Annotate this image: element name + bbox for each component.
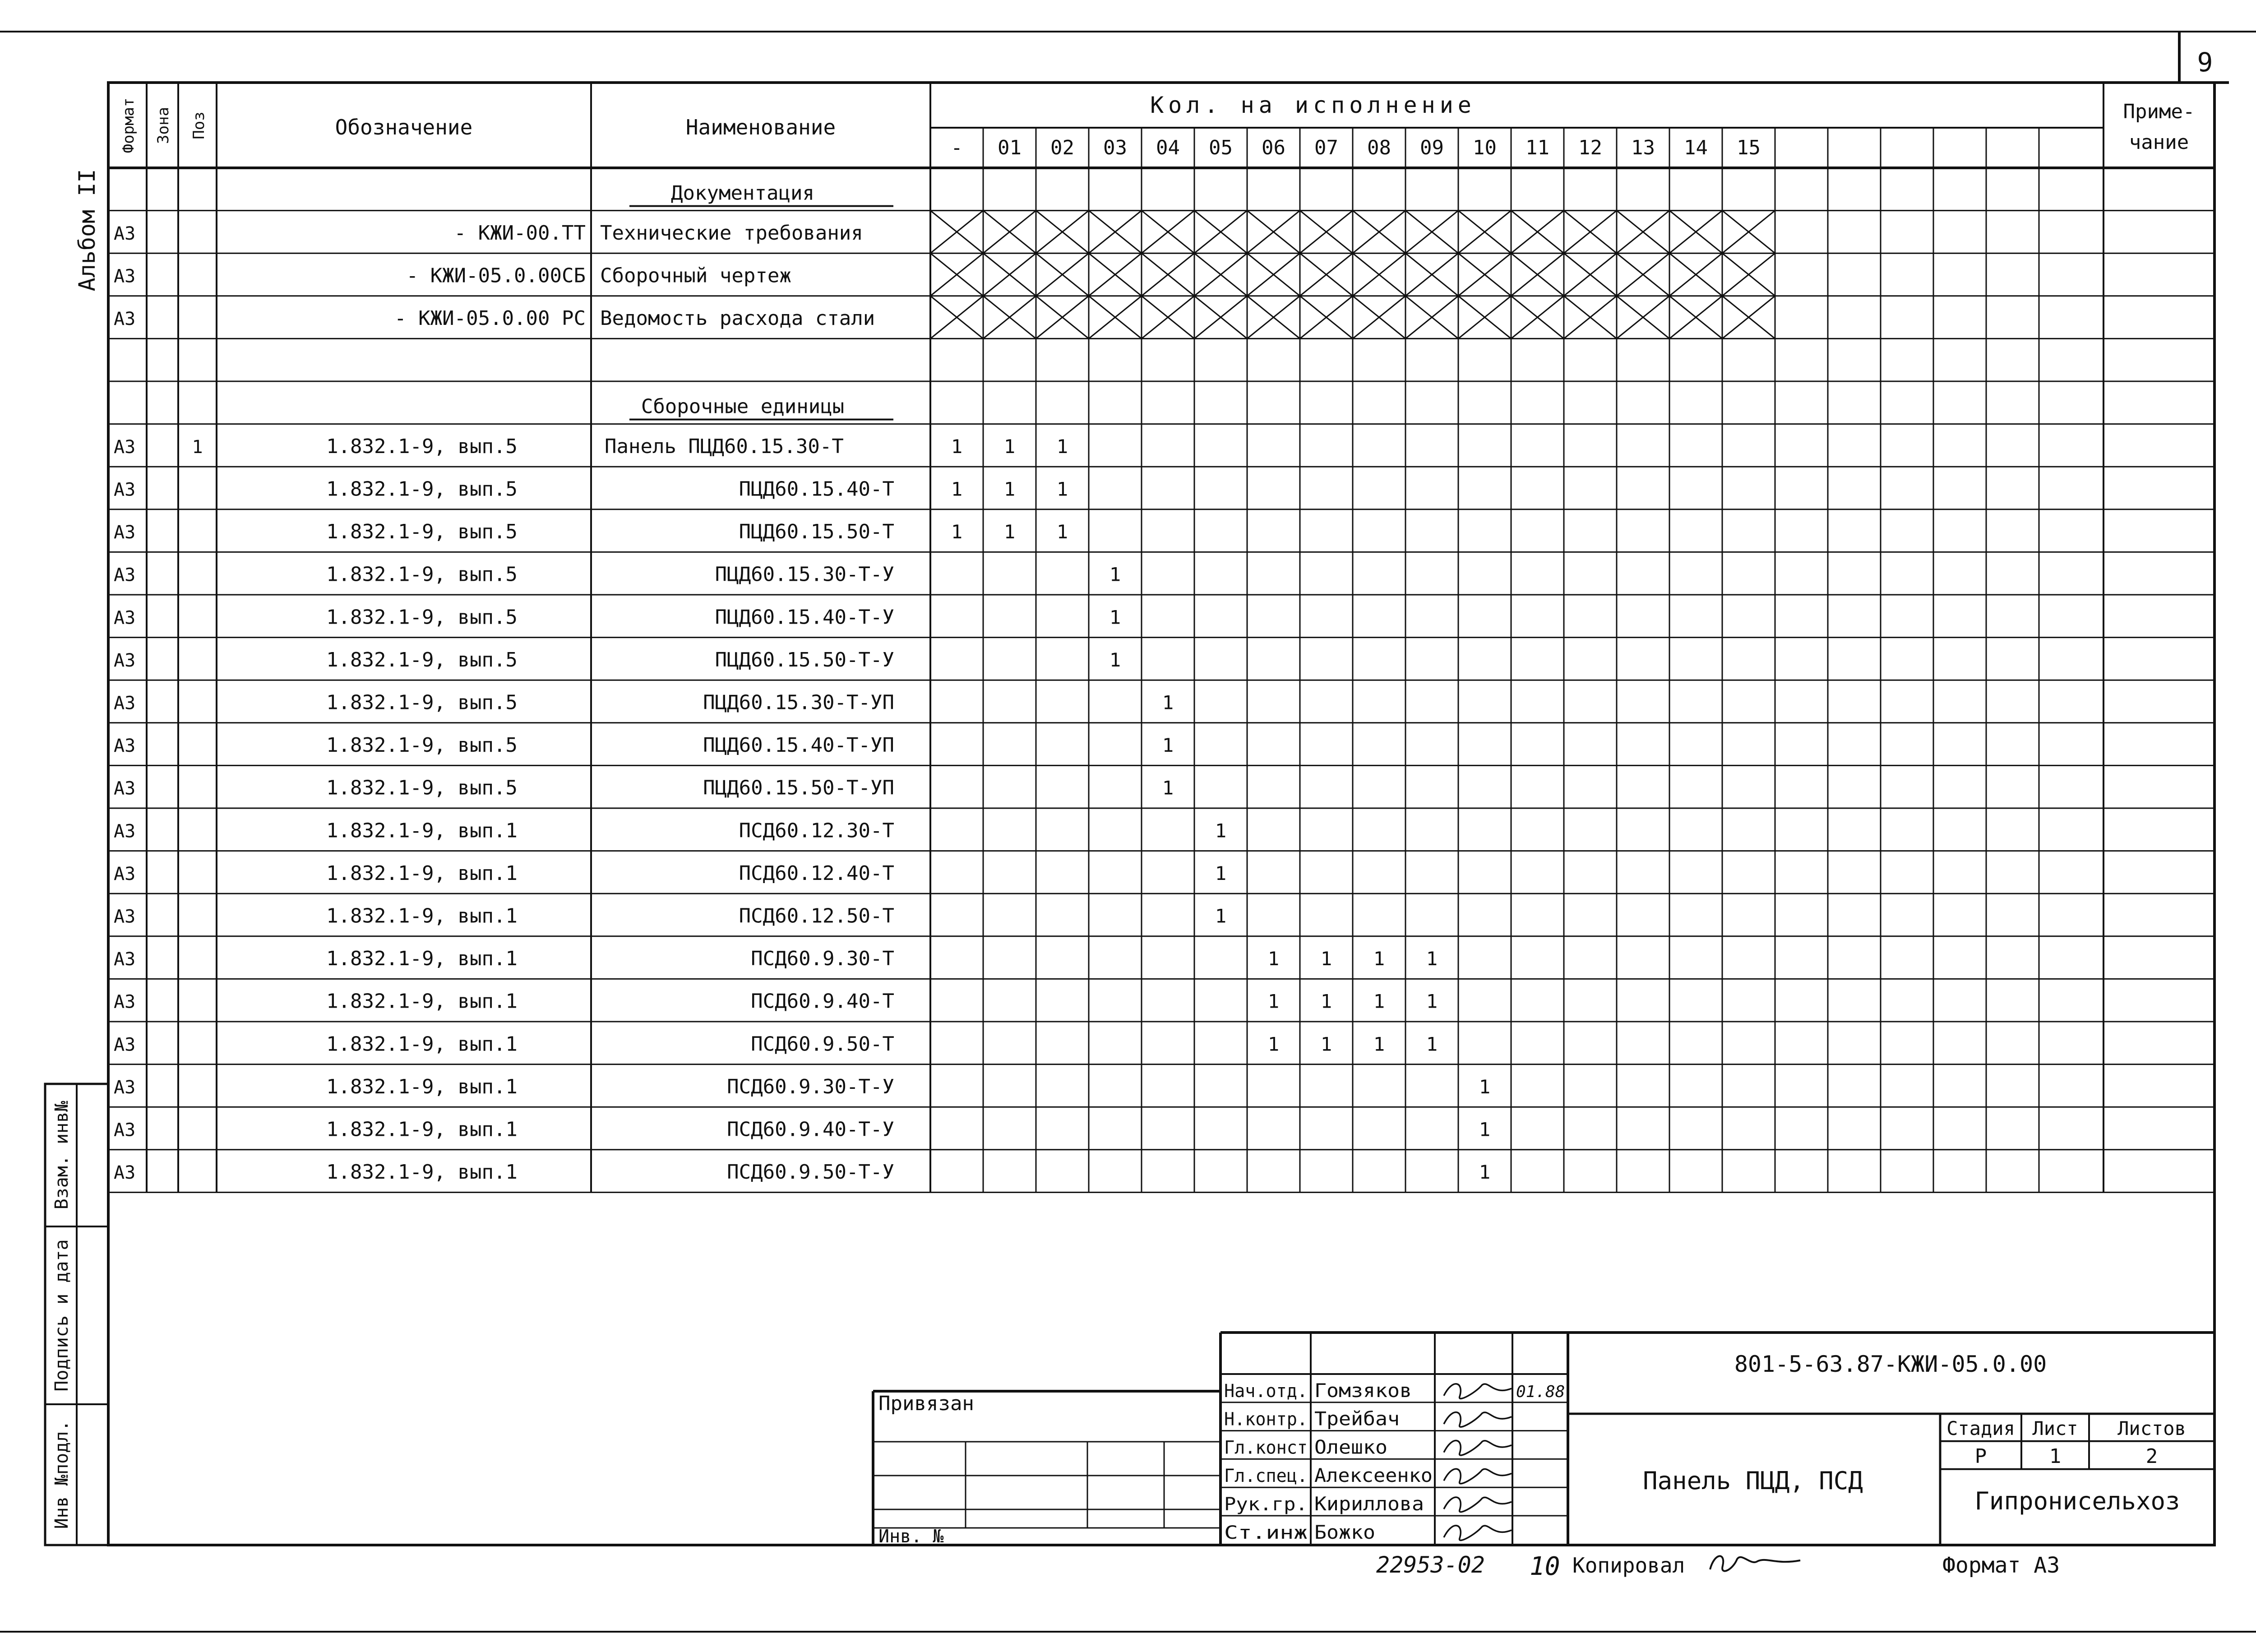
role-name: Гомзяков	[1314, 1379, 1412, 1402]
sheet-number: 9	[2197, 47, 2213, 78]
section-documentation: Документация	[671, 181, 814, 205]
col-header-designation: Обозначение	[335, 115, 473, 139]
row-designation: 1.832.1-9, вып.5	[326, 734, 518, 757]
row-name: ПСД60.9.40-Т-У	[727, 1118, 894, 1141]
document-row	[114, 253, 1775, 296]
stage-label: Стадия	[1946, 1417, 2015, 1439]
qty-value: 1	[1479, 1075, 1491, 1098]
row-format: А3	[114, 1120, 136, 1141]
row-format: А3	[114, 436, 136, 458]
variant-header: 15	[1737, 136, 1761, 159]
part-row	[114, 862, 1226, 885]
role-label: Н.контр.	[1224, 1409, 1308, 1430]
inv-label: Инв. №	[878, 1526, 944, 1547]
row-name: ПСД60.9.50-Т	[751, 1032, 894, 1056]
variant-header: 07	[1314, 136, 1338, 159]
variant-header: 05	[1209, 136, 1233, 159]
row-format: А3	[114, 821, 136, 842]
sheets-value: 2	[2145, 1444, 2158, 1468]
variant-header: 03	[1103, 136, 1127, 159]
part-row	[114, 990, 1438, 1013]
main-frame	[108, 83, 2214, 1545]
signature-row	[1224, 1464, 1512, 1486]
section-assemblies: Сборочные единицы	[641, 395, 845, 418]
qty-value: 1	[1162, 734, 1174, 757]
handwritten-signature	[1444, 1469, 1512, 1484]
row-designation: 1.832.1-9, вып.1	[326, 990, 518, 1013]
album-label: Альбом II	[74, 169, 100, 292]
format-label: Формат А3	[1942, 1553, 2060, 1578]
part-row	[114, 563, 1121, 586]
handwritten-signature	[1444, 1497, 1512, 1512]
bound-label: Привязан	[878, 1392, 974, 1415]
row-name: ПЦД60.15.40-Т	[739, 477, 894, 501]
specification-table	[108, 83, 2214, 1192]
part-row	[114, 1032, 1438, 1055]
row-format: А3	[114, 1034, 136, 1055]
drawing-title: Панель ПЦД, ПСД	[1643, 1467, 1863, 1495]
row-name: ПЦД60.15.50-Т-УП	[703, 776, 894, 800]
col-header-note-2: чание	[2129, 131, 2189, 154]
part-row	[114, 691, 1174, 714]
col-header-pos: Поз	[190, 111, 208, 139]
row-format: А3	[114, 223, 136, 244]
part-row	[114, 905, 1226, 928]
part-row	[114, 777, 1174, 800]
row-designation: 1.832.1-9, вып.5	[326, 435, 518, 458]
qty-value: 1	[1162, 777, 1174, 799]
role-label: Гл.спец.	[1224, 1466, 1308, 1487]
qty-value: 1	[1479, 1161, 1491, 1184]
row-name: ПСД60.12.50-Т	[739, 904, 894, 928]
row-pos: 1	[192, 436, 203, 458]
row-format: А3	[114, 607, 136, 629]
row-format: А3	[114, 565, 136, 586]
variant-header: 13	[1631, 136, 1655, 159]
row-format: А3	[114, 650, 136, 671]
qty-value: 1	[1003, 521, 1016, 543]
row-format: А3	[114, 522, 136, 543]
row-designation: 1.832.1-9, вып.1	[326, 904, 518, 928]
role-date: 01.88	[1516, 1382, 1565, 1401]
row-designation: 1.832.1-9, вып.5	[326, 606, 518, 629]
row-name: ПЦД60.15.50-Т	[739, 520, 894, 544]
copier-signature	[1710, 1556, 1800, 1571]
row-name: ПЦД60.15.30-Т-УП	[703, 691, 894, 714]
qty-value: 1	[1109, 648, 1121, 671]
part-row	[114, 648, 1121, 671]
qty-value: 1	[1056, 521, 1068, 543]
variant-header: 04	[1156, 136, 1180, 159]
row-designation: 1.832.1-9, вып.1	[326, 1161, 518, 1184]
row-name: Панель ПЦД60.15.30-Т	[605, 435, 844, 458]
sheet-value: 1	[2049, 1444, 2062, 1468]
qty-value: 1	[1109, 563, 1121, 586]
row-format: А3	[114, 778, 136, 799]
footer	[1376, 1552, 2060, 1581]
row-name: ПСД60.9.40-Т	[751, 990, 894, 1013]
part-row	[114, 734, 1174, 757]
row-name: ПЦД60.15.40-Т-УП	[703, 734, 894, 757]
signature-row	[1224, 1521, 1512, 1543]
qty-value: 1	[1162, 691, 1174, 714]
part-row	[114, 947, 1438, 970]
qty-value: 1	[1056, 435, 1068, 458]
row-designation: - КЖИ-05.0.00 РС	[394, 307, 586, 330]
row-name: ПЦД60.15.30-Т-У	[715, 563, 894, 586]
order-number: 22953-02	[1376, 1552, 1485, 1578]
qty-value: 1	[1320, 990, 1332, 1013]
row-name: Ведомость расхода стали	[600, 307, 875, 330]
qty-value: 1	[951, 435, 963, 458]
row-designation: - КЖИ-00.ТТ	[454, 221, 586, 245]
signature-row	[1224, 1408, 1512, 1430]
row-designation: 1.832.1-9, вып.1	[326, 819, 518, 842]
qty-value: 1	[1320, 1033, 1332, 1055]
row-format: А3	[114, 479, 136, 500]
row-format: А3	[114, 949, 136, 970]
row-name: ПСД60.9.30-Т-У	[727, 1075, 894, 1098]
row-name: ПСД60.9.30-Т	[751, 947, 894, 971]
qty-value: 1	[1373, 948, 1385, 970]
signature-row	[1224, 1493, 1512, 1515]
document-row	[114, 296, 1775, 339]
qty-value: 1	[1003, 478, 1016, 500]
qty-value: 1	[1215, 862, 1227, 884]
qty-value: 1	[1479, 1118, 1491, 1141]
handwritten-signature	[1444, 1384, 1512, 1399]
part-row	[114, 1118, 1490, 1141]
role-label: Ст.инж	[1224, 1522, 1308, 1543]
row-format: А3	[114, 863, 136, 884]
role-name: Кириллова	[1314, 1493, 1424, 1515]
part-row	[114, 606, 1121, 629]
signature-row	[1224, 1436, 1512, 1458]
sheet-number-box	[2179, 32, 2229, 83]
qty-value: 1	[1056, 478, 1068, 500]
qty-value: 1	[1373, 1033, 1385, 1055]
part-row	[114, 819, 1226, 842]
handwritten-signature	[1444, 1526, 1512, 1541]
row-designation: 1.832.1-9, вып.5	[326, 477, 518, 501]
role-name: Алексеенко	[1314, 1464, 1433, 1487]
row-designation: 1.832.1-9, вып.1	[326, 1075, 518, 1098]
side-stamps	[45, 1084, 108, 1545]
qty-value: 1	[1267, 948, 1280, 970]
handwritten-signature	[1444, 1440, 1512, 1455]
qty-value: 1	[1003, 435, 1016, 458]
row-name: ПСД60.12.40-Т	[739, 861, 894, 885]
sheets-label: Листов	[2117, 1417, 2186, 1439]
col-header-note-1: Приме-	[2123, 100, 2195, 123]
row-name: ПЦД60.15.50-Т-У	[715, 648, 894, 671]
order-suffix: 10	[1530, 1552, 1560, 1581]
row-designation: 1.832.1-9, вып.1	[326, 947, 518, 971]
variant-header: 10	[1473, 136, 1497, 159]
row-format: А3	[114, 693, 136, 714]
role-name: Олешко	[1314, 1436, 1387, 1458]
stamp-zam-inv: Взам. инв№	[51, 1101, 72, 1210]
handwritten-signature	[1444, 1412, 1512, 1427]
qty-value: 1	[1215, 905, 1227, 927]
qty-value: 1	[1267, 990, 1280, 1013]
row-designation: 1.832.1-9, вып.5	[326, 691, 518, 714]
qty-value: 1	[1426, 1033, 1438, 1055]
row-name: ПСД60.9.50-Т-У	[727, 1161, 894, 1184]
stamp-signature-date: Подпись и дата	[51, 1239, 72, 1392]
qty-value: 1	[951, 521, 963, 543]
copied-label: Копировал	[1572, 1553, 1685, 1578]
sheet-label: Лист	[2032, 1417, 2078, 1439]
qty-value: 1	[1215, 819, 1227, 842]
variant-header: 02	[1050, 136, 1074, 159]
role-name: Трейбач	[1314, 1407, 1400, 1430]
qty-value: 1	[1373, 990, 1385, 1013]
part-row	[114, 1075, 1490, 1098]
col-header-name: Наименование	[685, 115, 836, 139]
col-header-zone: Зона	[154, 107, 172, 144]
row-designation: 1.832.1-9, вып.1	[326, 1032, 518, 1056]
qty-value: 1	[1426, 948, 1438, 970]
col-header-qty: Кол. на исполнение	[1150, 92, 1476, 118]
row-designation: 1.832.1-9, вып.5	[326, 648, 518, 671]
role-name: Божко	[1314, 1521, 1375, 1543]
qty-value: 1	[951, 478, 963, 500]
row-format: А3	[114, 1162, 136, 1184]
organization-name: Гипронисельхоз	[1974, 1487, 2180, 1515]
row-name: Технические требования	[600, 221, 863, 245]
signature-row	[1224, 1379, 1565, 1402]
col-header-format: Формат	[120, 97, 138, 153]
qty-value: 1	[1426, 990, 1438, 1013]
row-format: А3	[114, 991, 136, 1013]
variant-header: 08	[1367, 136, 1391, 159]
variant-header: 14	[1684, 136, 1708, 159]
row-format: А3	[114, 736, 136, 757]
row-designation: 1.832.1-9, вып.1	[326, 861, 518, 885]
variant-header: 12	[1578, 136, 1602, 159]
variant-header: 11	[1526, 136, 1549, 159]
qty-value: 1	[1109, 606, 1121, 629]
title-block	[873, 1333, 2214, 1547]
row-designation: - КЖИ-05.0.00СБ	[406, 264, 586, 287]
row-designation: 1.832.1-9, вып.5	[326, 563, 518, 586]
row-format: А3	[114, 906, 136, 927]
row-format: А3	[114, 1077, 136, 1098]
document-row	[114, 211, 1775, 254]
qty-value: 1	[1320, 948, 1332, 970]
doc-code: 801-5-63.87-КЖИ-05.0.00	[1734, 1351, 2047, 1377]
role-label: Нач.отд.	[1224, 1380, 1308, 1402]
row-designation: 1.832.1-9, вып.5	[326, 520, 518, 544]
variant-header: 06	[1262, 136, 1285, 159]
stamp-inv-podl: Инв №подл.	[51, 1420, 72, 1529]
qty-value: 1	[1267, 1033, 1280, 1055]
part-row	[114, 1161, 1490, 1184]
row-format: А3	[114, 309, 136, 330]
variant-header: 09	[1420, 136, 1444, 159]
row-format: А3	[114, 266, 136, 287]
row-designation: 1.832.1-9, вып.1	[326, 1118, 518, 1141]
variant-header: 01	[998, 136, 1022, 159]
row-name: ПСД60.12.30-Т	[739, 819, 894, 842]
row-designation: 1.832.1-9, вып.5	[326, 776, 518, 800]
role-label: Рук.гр.	[1224, 1494, 1308, 1515]
row-name: ПЦД60.15.40-Т-У	[715, 606, 894, 629]
stage-value: Р	[1974, 1444, 1987, 1468]
row-name: Сборочный чертеж	[600, 264, 791, 287]
role-label: Гл.конст	[1224, 1437, 1308, 1458]
variant-header: -	[951, 136, 963, 159]
